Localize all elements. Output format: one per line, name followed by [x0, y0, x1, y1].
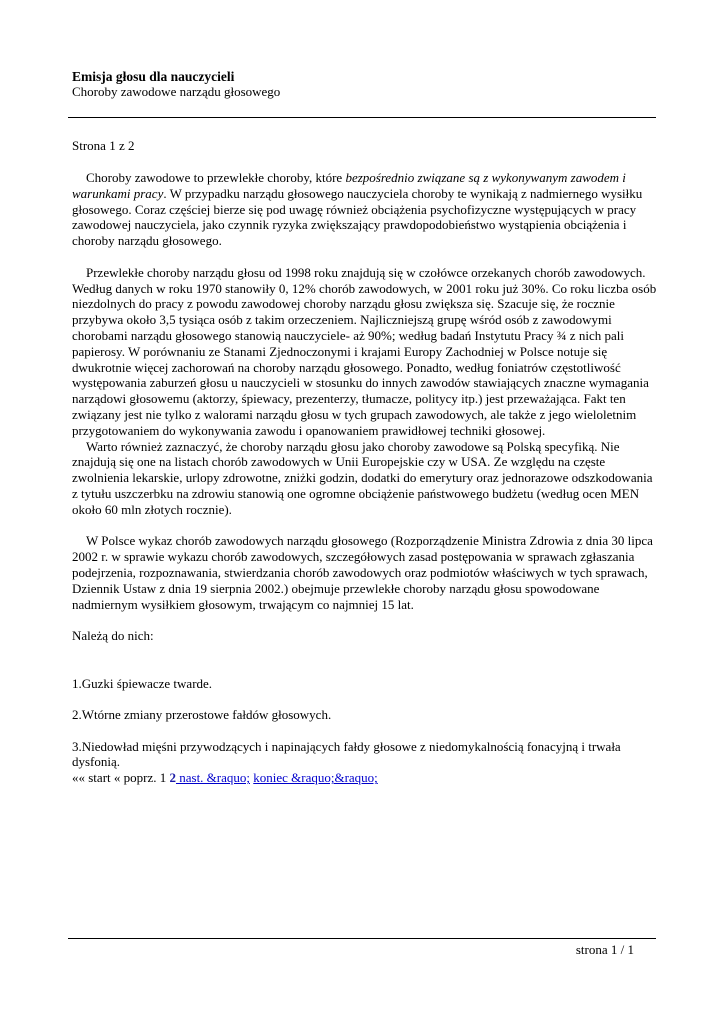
paragraph-statistics: Przewlekłe choroby narządu głosu od 1998 roku znajdują się w czołówce orzekanych chorób zawodowych. Według danych w roku 1970 stanowiły 0, 12% chorób zawodowych, w 2001 roku już 30%. Co roku liczba osób niezdolnych do pracy z powodu zawodowej choroby narządu głosu zwiększa się. Szacuje się, że rocznie przybywa około 3,5 tysiąca osób z takim orzeczeniem. Najliczniejszą grupę wśród osób z zawodowymi chorobami narządu głosowego stanowią nauczyciele- aż 90%; według badań Instytutu Pracy ¾ z nich pali papierosy. W porównaniu ze Stanami Zjednoczonymi i krajami Europy Zachodniej w Polsce notuje się dwukrotnie więcej zachorowań na choroby narządu głosowego. Ponadto, według foniatrów częstotliwość występowania zaburzeń głosu u nauczycieli w stosunku do innych zawodów stawiających znaczne wymagania narządowi głosowemu (aktorzy, śpiewacy, prezenterzy, tłumacze, politycy itp.) jest przeważająca. Fakt ten związany jest nie tylko z walorami narządu głosu w tych grupach zawodowych, ale także z jego wieloletnim przygotowaniem do wykonywania zawodu i opanowaniem prawidłowej techniki głosowej. — [72, 264, 657, 438]
pagination-prefix: «« start « poprz. 1 — [72, 770, 170, 786]
header-divider — [68, 117, 656, 118]
pagination — [72, 770, 658, 786]
list-item: 3.Niedowład mięśni przywodzących i napinających fałdy głosowe z niedomykalnością fonacyjną i trwała dysfonią. — [72, 738, 621, 770]
paragraph-intro — [72, 170, 658, 249]
footer-divider — [68, 938, 656, 939]
paragraph-intro-start: Choroby zawodowe to przewlekłe choroby, które — [86, 170, 346, 185]
list-item: 1.Guzki śpiewacze twarde. — [72, 675, 213, 691]
pagination-current-page: 2 — [169, 770, 176, 786]
document-subtitle: Choroby zawodowe narządu głosowego — [72, 84, 281, 99]
pagination-next-link[interactable]: nast. &raquo; — [175, 770, 250, 786]
paragraph-intro-end: . W przypadku narządu głosowego nauczyciela choroby te wynikają z nadmiernego wysiłku głosowego. Coraz częściej bierze się pod uwagę również obciążenia psychofizyczne występujących w pracy zawodowej nauczyciela, jako czynnik ryzyka zwiększający prawdopodobieństwo wystąpienia obciążenia i choroby narządu głosowego. — [72, 185, 643, 249]
document-title: Emisja głosu dla nauczycieli — [72, 69, 235, 84]
disease-list — [72, 676, 658, 771]
pagination-end-link[interactable]: koniec &raquo;&raquo; — [253, 770, 378, 786]
paragraph-regulation: W Polsce wykaz chorób zawodowych narządu głosowego (Rozporządzenie Ministra Zdrowia z dnia 30 lipca 2002 r. w sprawie wykazu chorób zawodowych, szczegółowych zasad postępowania w sprawach zgłaszania podejrzenia, rozpoznawania, stwierdzania chorób zawodowych oraz podmiotów właściwych w tych sprawach, Dziennik Ustaw z dnia 19 sierpnia 2002.) obejmuje przewlekłe choroby narządu głosu spowodowane nadmiernym wysiłkiem głosowym, trwającym co najmniej 15 lat. — [72, 533, 653, 612]
paragraph-intro-emphasis: bezpośrednio związane są z wykonywanym zawodem i warunkami pracy — [72, 170, 626, 201]
list-intro: Należą do nich: — [72, 628, 154, 644]
paragraph-polish-specificity: Warto również zaznaczyć, że choroby narządu głosu jako choroby zawodowe są Polską specyfiką. Nie znajdują się one na listach chorób zawodowych w Unii Europejskie czy w USA. Ze względu na częste zwolnienia lekarskie, urlopy zdrowotne, zniżki godzin, dodatki do emerytury oraz jednorazowe odszkodowania z tytułu uszczerbku na zdrowiu stanowią one ogromne obciążenie państwowego budżetu (według ocen MEN około 60 mln złotych rocznie). — [72, 438, 653, 517]
footer-page-label: strona 1 / 1 — [575, 942, 634, 957]
article-body — [72, 170, 658, 786]
page-count: Strona 1 z 2 — [72, 138, 135, 153]
list-item: 2.Wtórne zmiany przerostowe fałdów głosowych. — [72, 707, 332, 723]
